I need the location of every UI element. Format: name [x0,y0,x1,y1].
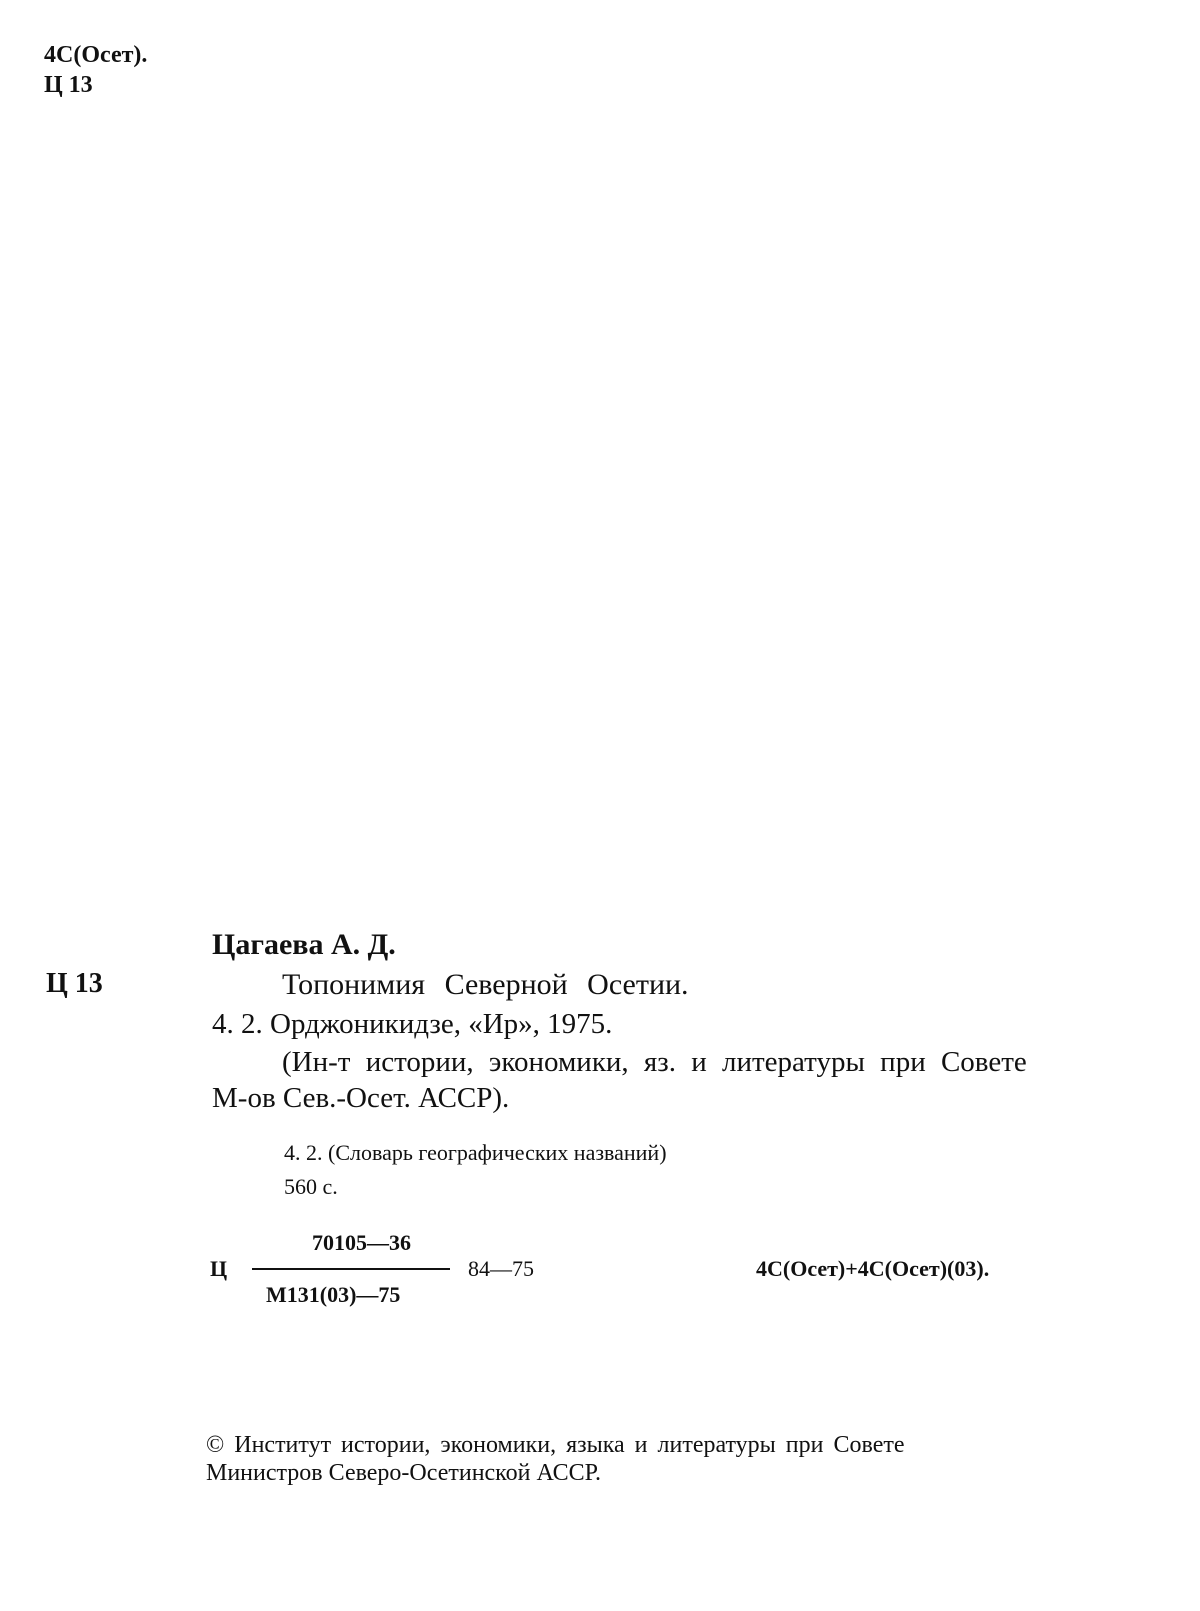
top-code-line-2: Ц 13 [44,72,93,98]
institution-line-2: М-ов Сев.-Осет. АССР). [212,1082,510,1114]
top-classification-code [44,40,147,100]
imprint-line: 4. 2. Орджоникидзе, «Ир», 1975. [212,1008,613,1040]
series-line: 4. 2. (Словарь географических названий) [284,1140,667,1165]
classification-index: 4С(Осет)+4С(Осет)(03). [756,1256,990,1281]
copyright-line-2: Министров Северо-Осетинской АССР. [206,1460,601,1486]
card-index: Ц 13 [46,968,103,999]
fraction-divider [252,1268,450,1270]
copyright-line-1: © Институт истории, экономики, языка и литературы при Совете [206,1432,905,1458]
author-name: Цагаева А. Д. [212,928,396,961]
fraction-denominator: М131(03)—75 [266,1282,401,1307]
institution-line-1: (Ин-т истории, экономики, яз. и литературы при Совете [282,1046,1027,1078]
page-count: 560 с. [284,1174,338,1199]
top-code-line-1: 4С(Осет). [44,42,148,68]
fraction-numerator: 70105—36 [312,1230,411,1255]
book-title: Топонимия Северной Осетии. [282,968,689,1001]
order-code: 84—75 [468,1256,534,1281]
fraction-letter: Ц [210,1256,228,1281]
